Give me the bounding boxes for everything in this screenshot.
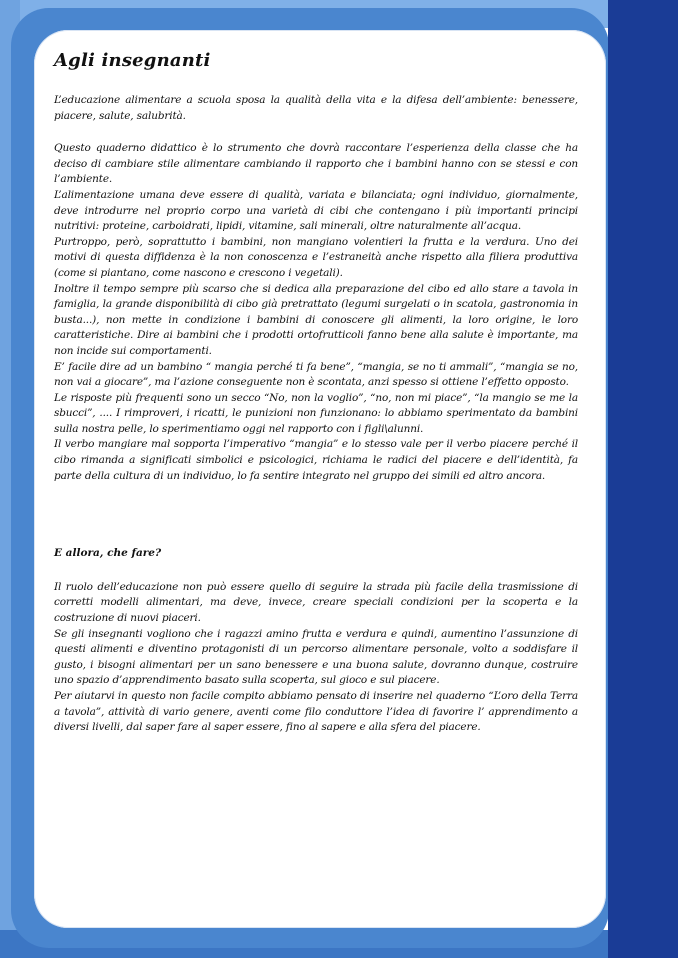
dark-side-band (608, 0, 678, 958)
paragraph: Per aiutarvi in questo non facile compito abbiamo pensato di inserire nel quaderno “L’oro della Terra a tavola”, attività di vario genere, aventi come filo conduttore l’idea di favorire l’ apprendimento a diversi livelli, dal saper fare al saper essere, fino al sapere e alla sfera del piacere. (54, 690, 578, 734)
paragraph: Le risposte più frequenti sono un secco “No, non la voglio”, “no, non mi piace”, “la mangio se me la sbucci”, .... I rimproveri, i ricatti, le punizioni non funzionano: lo abbiamo sperimentato da bambini sulla nostra pelle, lo sperimentiamo oggi nel rapporto con i figli\alunni. (54, 391, 578, 435)
section-heading: E allora, che fare? (54, 547, 162, 560)
paragraph: Il ruolo dell’educazione non può essere quello di seguire la strada più facile della trasmissione di corretti modelli alimentari, ma deve, invece, creare speciali condizioni per la scoperta e la costruzione di nuovi piaceri. (54, 580, 578, 625)
paragraph: Il verbo mangiare mal sopporta l’imperativo “mangia” e lo stesso vale per il verbo piacere perché il cibo rimanda a significati simbolici e psicologici, richiama le radici del piacere e dell’identità, fa parte della cultura di un individuo, lo fa sentire integrato nel gruppo dei simili ed altro ancora. (54, 438, 578, 482)
paragraph: L’alimentazione umana deve essere di qualità, variata e bilanciata; ogni individuo, giornalmente, deve introdurre nel proprio corpo una varietà di cibi che contengano i più importanti principi nutritivi: proteine, carboidrati, lipidi, vitamine, sali minerali, oltre naturalmente all’acqua. (54, 188, 578, 233)
paragraph: E’ facile dire ad un bambino “ mangia perché ti fa bene”, “mangia, se no ti ammali”, “mangia se no, non vai a giocare”, ma l’azione conseguente non è scontata, anzi spesso si ottiene l’effetto opposto. (54, 360, 578, 389)
paragraph: Inoltre il tempo sempre più scarso che si dedica alla preparazione del cibo ed allo stare a tavola in famiglia, la grande disponibilità di cibo già pretrattato (legumi surgelati o in scatola, gastronomia in busta...), non mette in condizione i bambini di conoscere gli alimenti, la loro origine, le loro caratteristiche. Dire ai bambini che i prodotti ortofrutticoli fanno bene alla salute è importante, ma non incide sui comportamenti. (54, 282, 578, 357)
page-title: Agli insegnanti (54, 50, 211, 71)
paragraph: Se gli insegnanti vogliono che i ragazzi amino frutta e verdura e quindi, aumentino l’assunzione di questi alimenti e diventino protagonisti di un percorso alimentare personale, volto a soddisfare il gusto, i bisogni alimentari per un sano benessere e una buona salute, dovranno dunque, costruire uno spazio d’apprendimento basato sulla scoperta, sul gioco e sul piacere. (54, 627, 578, 687)
paragraph: Questo quaderno didattico è lo strumento che dovrà raccontare l’esperienza della classe che ha deciso di cambiare stile alimentare cambiando il rapporto che i bambini hanno con se stessi e con l’ambiente. (54, 142, 578, 186)
intro-paragraph: L’educazione alimentare a scuola sposa la qualità della vita e la difesa dell’ambiente: benessere, piacere, salute, salubrità. (54, 94, 578, 122)
document-body (54, 50, 578, 736)
paragraph: Purtroppo, però, soprattutto i bambini, non mangiano volentieri la frutta e la verdura. Uno dei motivi di questa diffidenza è la non conoscenza e l’estraneità anche rispetto alla filiera produttiva (come si piantano, come nascono e crescono i vegetali). (54, 235, 578, 279)
